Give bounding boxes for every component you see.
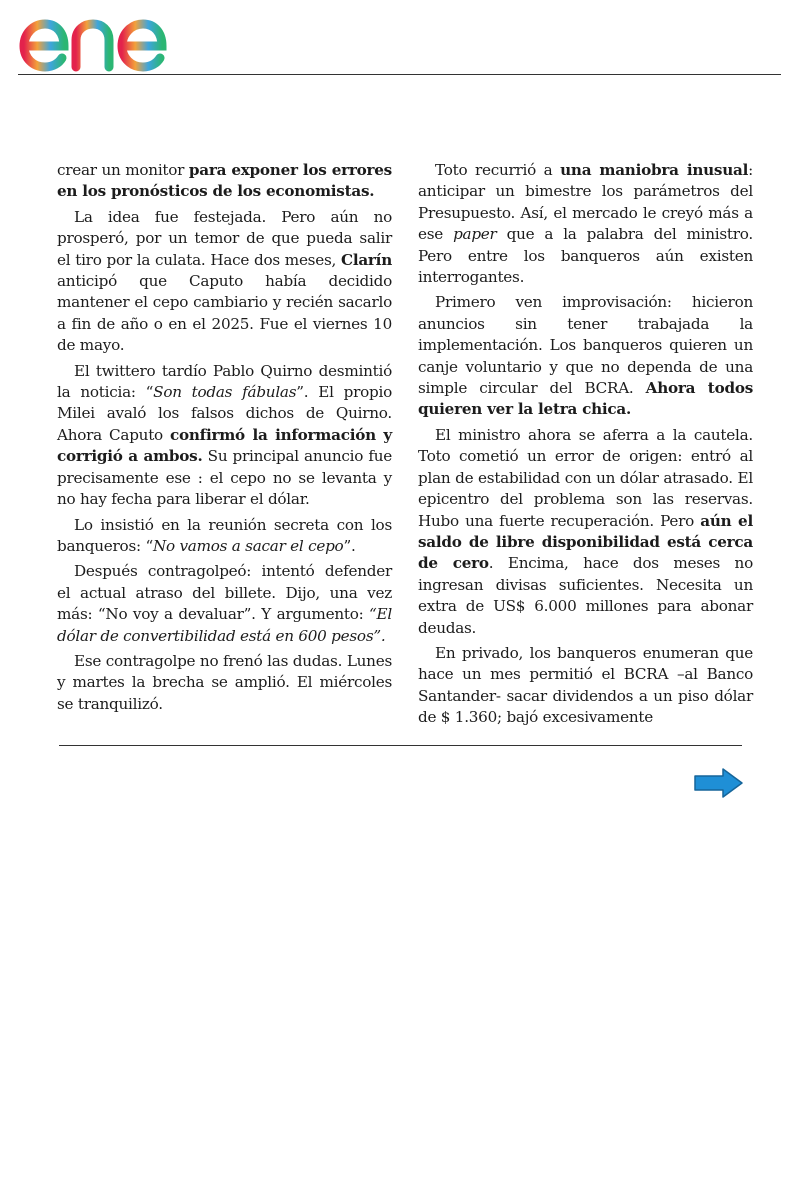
article-paragraph: Toto recurrió a una maniobra inusual: anticipar un bimestre los parámetros del Presupuesto. Así, el mercado le creyó más a ese paper que a la palabra del ministro. Pero entre los banqueros aún existen interrogantes. [418,161,753,287]
article-column-right [418,160,753,733]
header-divider [18,74,781,75]
italic-text: Son todas fábulas [153,383,297,402]
bold-text: aún el saldo de libre disponibilidad está cerca de cero [418,511,753,573]
article-paragraph: La idea fue festejada. Pero aún no prosperó, por un temor de que pueda salir el tiro por la culata. Hace dos meses, Clarín anticipó que Caputo había decidido mantener el cepo cambiario y recién sacarlo a fin de año o en el 2025. Fue el viernes 10 de mayo. [57,207,392,355]
enel-logo-icon [18,4,193,72]
article-paragraph: crear un monitor para exponer los errores en los pronósticos de los economistas. [57,161,392,201]
italic-text: No vamos a sacar el cepo [152,536,344,555]
article-paragraph: Primero ven improvisación: hicieron anuncios sin tener trabajada la implementación. Los banqueros quieren un canje voluntario y que no dependa de una simple circular del BCRA. Ahora todos quieren ver la letra chica. [418,293,754,419]
bold-text: Ahora todos quieren ver la letra chica. [418,379,754,419]
article-paragraph: En privado, los banqueros enumeran que hace un mes permitió el BCRA –al Banco Santander- sacar dividendos a un piso dólar de $ 1.360; bajó excesivamente [418,643,753,727]
bold-text: Clarín [340,250,392,269]
article-paragraph: Después contragolpeó: intentó defender el actual atraso del billete. Dijo, una vez más: “No voy a devaluar”. Y argumento: “El dólar de convertibilidad está en 600 pesos”. [57,562,392,645]
bold-text: una maniobra inusual [560,161,749,179]
bold-text: confirmó la información y corrigió a ambos. [57,425,392,466]
next-page-button[interactable] [692,767,744,799]
article-column-left [57,160,392,719]
footer-divider [59,745,742,746]
italic-text: paper [453,225,497,244]
article-paragraph: Ese contragolpe no frenó las dudas. Lunes y martes la brecha se amplió. El miércoles se tranquilizó. [57,651,392,713]
arrow-right-icon [692,767,744,799]
italic-text: “El dólar de convertibilidad está en 600 pesos”. [57,605,392,645]
bold-text: para exponer los errores en los pronósticos de los economistas. [57,161,392,201]
article-paragraph: El twittero tardío Pablo Quirno desmintió la noticia: “Son todas fábulas”. El propio Milei avaló los falsos dichos de Quirno. Ahora Caputo confirmó la información y corrigió a ambos. Su principal anuncio fue precisamente ese : el cepo no se levanta y no hay fecha para liberar el dólar. [57,361,392,509]
article-paragraph: El ministro ahora se aferra a la cautela. Toto cometió un error de origen: entró al plan de estabilidad con un dólar atrasado. El epicentro del problema son las reservas. Hubo una fuerte recuperación. Pero aún el saldo de libre disponibilidad está cerca de cero. Encima, hace dos meses no ingresan divisas suficientes. Necesita un extra de US$ 6.000 millones para abonar deudas. [418,425,753,637]
enel-logo [18,4,193,72]
article-paragraph: Lo insistió en la reunión secreta con los banqueros: “No vamos a sacar el cepo”. [57,515,392,555]
